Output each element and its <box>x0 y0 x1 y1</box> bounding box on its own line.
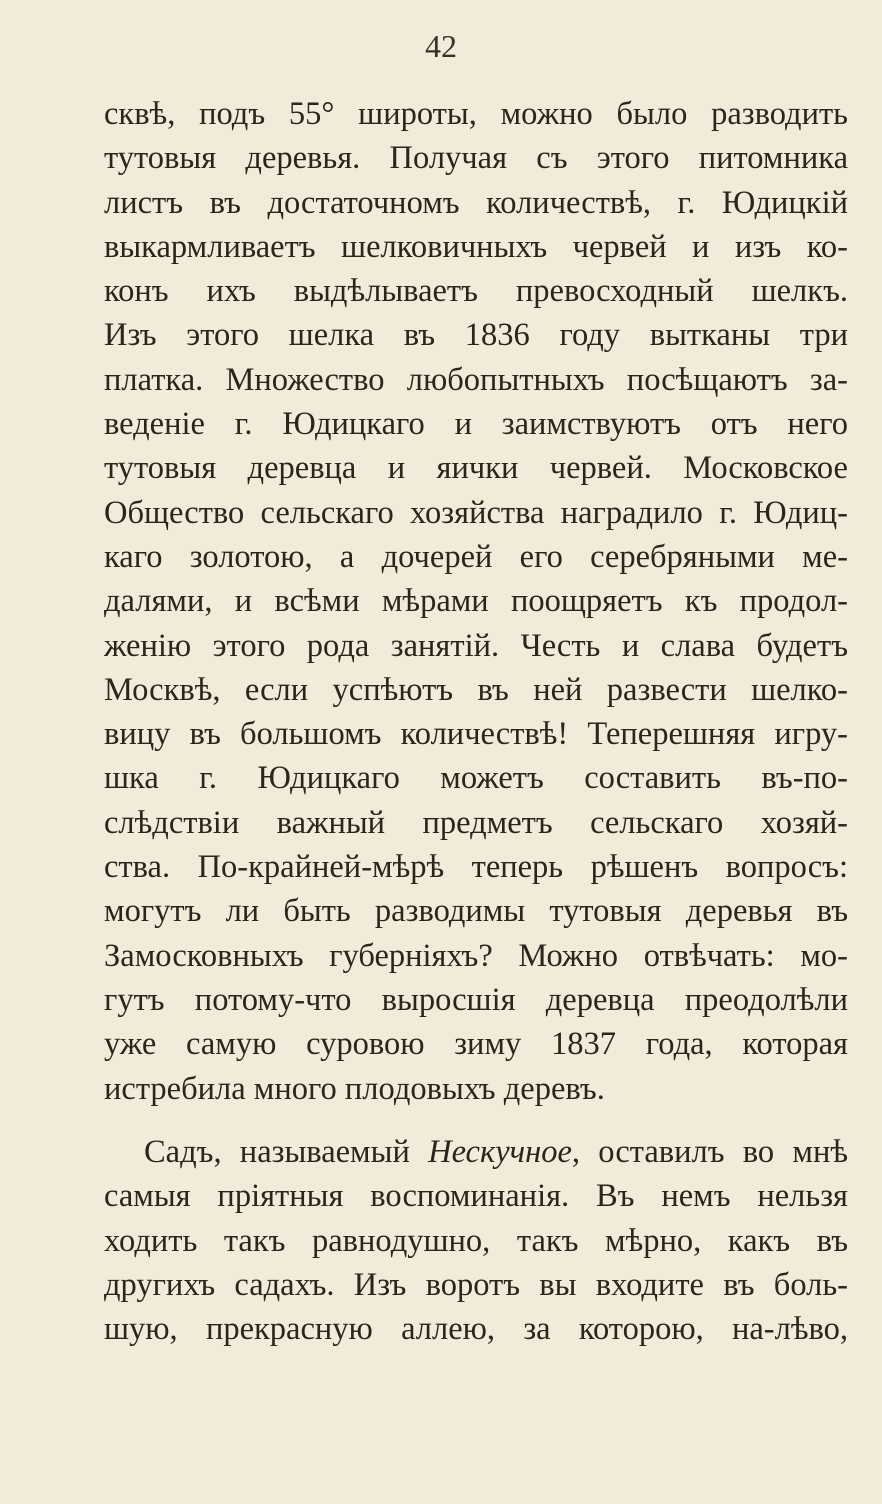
text-line: гутъ потому-что выросшія деревца преодолѣли <box>104 981 848 1018</box>
text-line: женію этого рода занятій. Честь и слава будетъ <box>104 627 848 664</box>
text-line: ства. По-крайней-мѣрѣ теперь рѣшенъ вопросъ: <box>104 849 848 886</box>
text-line: сквѣ, подъ 55° широты, можно было разводить <box>104 96 848 132</box>
text-line: истребила много плодовыхъ деревъ. <box>104 1070 605 1107</box>
text-line: платка. Множество любопытныхъ посѣщаютъ за- <box>104 361 848 398</box>
text-line: Общество сельскаго хозяйства наградило г. Юдиц- <box>104 494 848 531</box>
text-line: веденіе г. Юдицкаго и заимствуютъ отъ него <box>104 406 848 443</box>
text-line: конъ ихъ выдѣлываетъ превосходный шелкъ. <box>104 273 848 310</box>
text-line: тутовыя деревья. Получая съ этого питомника <box>104 140 848 177</box>
text-line: листъ въ достаточномъ количествѣ, г. Юдицкій <box>104 184 848 221</box>
text-line: выкармливаетъ шелковичныхъ червей и изъ ко- <box>104 228 848 265</box>
text-line: Замосковныхъ губерніяхъ? Можно отвѣчать: мо- <box>104 937 848 974</box>
text-line: уже самую суровою зиму 1837 года, которая <box>104 1026 848 1063</box>
text-line: шка г. Юдицкаго можетъ составить въ-по- <box>104 760 848 797</box>
text-segment: , оставилъ во мнѣ <box>571 1134 848 1170</box>
text-line: вицу въ большомъ количествѣ! Теперешняя игру- <box>104 716 848 753</box>
paragraph-two <box>104 1130 848 1351</box>
text-line: Москвѣ, если успѣютъ въ ней развести шелко- <box>104 671 848 708</box>
text-line: каго золотою, а дочерей его серебряными ме- <box>104 538 848 575</box>
text-line: тутовыя деревца и яички червей. Московское <box>104 450 848 487</box>
page-number: 42 <box>425 28 457 64</box>
text-segment: Садъ, называемый <box>144 1134 410 1170</box>
text-line: Изъ этого шелка въ 1836 году вытканы три <box>104 317 848 354</box>
paragraph-one <box>104 92 848 1111</box>
text-line-first <box>104 1130 848 1174</box>
text-line: могутъ ли быть разводимы тутовыя деревья въ <box>104 893 848 930</box>
text-line: шую, прекрасную аллею, за которою, на-лѣво, <box>104 1311 848 1348</box>
garden-name: Нескучное <box>428 1134 572 1170</box>
text-line: другихъ садахъ. Изъ воротъ вы входите въ боль- <box>104 1266 848 1303</box>
text-line: далями, и всѣми мѣрами поощряетъ къ продол- <box>104 583 848 620</box>
text-line: слѣдствіи важный предметъ сельскаго хозяй- <box>104 804 848 841</box>
text-line: самыя пріятныя воспоминанія. Въ немъ нельзя <box>104 1178 848 1215</box>
text-line: ходить такъ равнодушно, такъ мѣрно, какъ въ <box>104 1222 848 1259</box>
